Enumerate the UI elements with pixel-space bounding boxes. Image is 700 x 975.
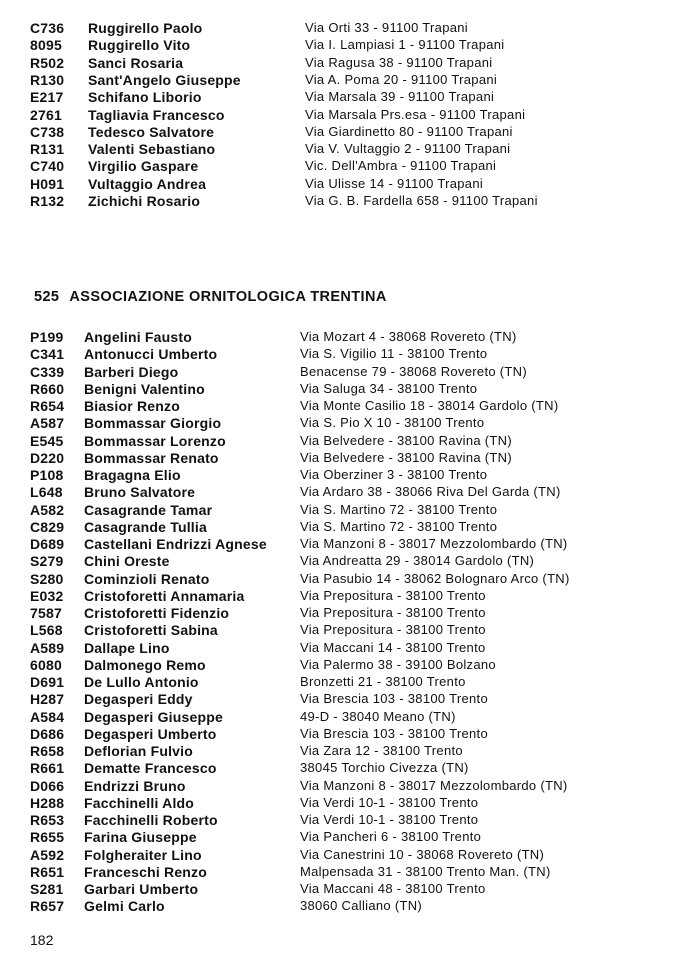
member-name: Casagrande Tamar <box>84 501 213 518</box>
member-address: Via Saluga 34 - 38100 Trento <box>300 380 478 396</box>
member-code: C339 <box>30 363 65 380</box>
member-address: Via Belvedere - 38100 Ravina (TN) <box>300 449 512 465</box>
member-row <box>0 536 700 553</box>
member-address: Via V. Vultaggio 2 - 91100 Trapani <box>305 141 511 157</box>
member-address: Via Maccani 14 - 38100 Trento <box>300 639 486 655</box>
member-name: Chini Oreste <box>84 553 170 570</box>
member-address: Via S. Vigilio 11 - 38100 Trento <box>300 346 488 362</box>
member-row <box>0 898 700 915</box>
member-name: Dematte Francesco <box>84 760 217 777</box>
member-name: Valenti Sebastiano <box>88 141 216 158</box>
member-code: R660 <box>30 380 65 397</box>
member-address: Bronzetti 21 - 38100 Trento <box>300 674 466 689</box>
member-address: Via S. Martino 72 - 38100 Trento <box>300 501 498 517</box>
member-code: R131 <box>30 141 65 158</box>
member-address: Via Giardinetto 80 - 91100 Trapani <box>305 123 513 139</box>
member-row <box>0 709 700 726</box>
member-row <box>0 588 700 605</box>
member-row <box>0 881 700 898</box>
member-code: S279 <box>30 553 64 570</box>
member-code: A582 <box>30 501 65 518</box>
member-row <box>0 605 700 622</box>
member-address: Via Manzoni 8 - 38017 Mezzolombardo (TN) <box>300 777 568 793</box>
member-row <box>0 124 700 141</box>
member-address: Via Prepositura - 38100 Trento <box>300 605 486 620</box>
member-name: Tedesco Salvatore <box>88 123 215 140</box>
member-row <box>0 622 700 639</box>
member-code: 8095 <box>30 37 62 54</box>
member-name: Bommassar Giorgio <box>84 415 222 432</box>
member-code: R651 <box>30 863 65 880</box>
member-name: Dallape Lino <box>84 639 170 656</box>
member-name: Angelini Fausto <box>84 329 192 345</box>
member-code: C736 <box>30 20 65 36</box>
member-row <box>0 398 700 415</box>
member-row <box>0 795 700 812</box>
member-name: Garbari Umberto <box>84 881 199 897</box>
member-address: Via Oberziner 3 - 38100 Trento <box>300 467 488 482</box>
member-name: Degasperi Giuseppe <box>84 708 223 725</box>
member-code: H091 <box>30 175 65 192</box>
member-name: Tagliavia Francesco <box>88 106 225 123</box>
member-row <box>0 20 700 37</box>
member-code: R654 <box>30 398 65 414</box>
member-address: Via Canestrini 10 - 38068 Rovereto (TN) <box>300 846 545 862</box>
member-code: R653 <box>30 812 65 828</box>
member-address: Vic. Dell'Ambra - 91100 Trapani <box>305 158 497 174</box>
member-name: Sanci Rosaria <box>88 54 184 71</box>
member-code: H288 <box>30 794 65 811</box>
member-code: E032 <box>30 587 64 604</box>
member-name: Barberi Diego <box>84 363 179 380</box>
member-address: Via Zara 12 - 38100 Trento <box>300 743 463 758</box>
member-name: Farina Giuseppe <box>84 829 197 846</box>
member-address: Via Ardaro 38 - 38066 Riva Del Garda (TN) <box>300 484 561 500</box>
member-name: Cristoforetti Fidenzio <box>84 605 230 621</box>
member-address: Via I. Lampiasi 1 - 91100 Trapani <box>305 37 505 53</box>
member-code: C738 <box>30 123 65 140</box>
member-name: Vultaggio Andrea <box>88 175 207 192</box>
member-code: A592 <box>30 846 65 863</box>
member-code: R658 <box>30 743 65 759</box>
member-name: Castellani Endrizzi Agnese <box>84 536 267 552</box>
member-address: Via Ragusa 38 - 91100 Trapani <box>305 54 493 70</box>
member-row <box>0 691 700 708</box>
member-name: Bragagna Elio <box>84 467 181 483</box>
member-code: D220 <box>30 449 65 466</box>
member-code: 2761 <box>30 106 62 123</box>
member-name: Degasperi Eddy <box>84 691 193 708</box>
member-address: Malpensada 31 - 38100 Trento Man. (TN) <box>300 863 551 879</box>
member-row <box>0 571 700 588</box>
member-name: Deflorian Fulvio <box>84 743 193 759</box>
member-name: Folgheraiter Lino <box>84 846 202 863</box>
member-name: Zichichi Rosario <box>88 193 201 209</box>
member-address: Via Pasubio 14 - 38062 Bolognaro Arco (TN) <box>300 570 570 586</box>
member-row <box>0 37 700 54</box>
member-name: Bommassar Renato <box>84 449 219 466</box>
member-name: Gelmi Carlo <box>84 898 165 915</box>
member-row <box>0 640 700 657</box>
member-code: E545 <box>30 432 64 449</box>
member-name: Virgilio Gaspare <box>88 158 199 175</box>
member-address: Via Brescia 103 - 38100 Trento <box>300 725 488 741</box>
member-row <box>0 107 700 124</box>
member-address: Via Verdi 10-1 - 38100 Trento <box>300 812 479 827</box>
member-row <box>0 364 700 381</box>
member-row <box>0 502 700 519</box>
section-title: ASSOCIAZIONE ORNITOLOGICA TRENTINA <box>69 289 387 305</box>
member-row <box>0 55 700 72</box>
member-code: L648 <box>30 484 63 501</box>
member-code: P108 <box>30 467 64 483</box>
member-row <box>0 812 700 829</box>
member-code: D691 <box>30 674 65 690</box>
member-address: Via S. Martino 72 - 38100 Trento <box>300 518 498 534</box>
member-address: Via Andreatta 29 - 38014 Gardolo (TN) <box>300 553 535 569</box>
member-address: Via Prepositura - 38100 Trento <box>300 622 486 638</box>
member-address: Via Belvedere - 38100 Ravina (TN) <box>300 432 512 448</box>
member-address: Via Orti 33 - 91100 Trapani <box>305 20 468 35</box>
page-number: 182 <box>30 932 54 948</box>
member-code: R655 <box>30 829 65 846</box>
member-row <box>0 847 700 864</box>
member-name: Facchinelli Aldo <box>84 794 195 811</box>
member-name: Facchinelli Roberto <box>84 812 218 828</box>
member-row <box>0 72 700 89</box>
member-address: Via Maccani 48 - 38100 Trento <box>300 881 486 896</box>
member-row <box>0 760 700 777</box>
member-row <box>0 450 700 467</box>
member-address: Via Palermo 38 - 39100 Bolzano <box>300 656 496 672</box>
member-name: Ruggirello Vito <box>88 37 191 54</box>
member-row <box>0 329 700 346</box>
member-row <box>0 519 700 536</box>
member-row <box>0 141 700 158</box>
section-number: 525 <box>34 289 60 305</box>
member-code: D689 <box>30 536 65 552</box>
member-name: Casagrande Tullia <box>84 518 207 535</box>
member-address: Via Brescia 103 - 38100 Trento <box>300 691 488 707</box>
member-address: Benacense 79 - 38068 Rovereto (TN) <box>300 363 527 379</box>
member-code: 7587 <box>30 605 62 621</box>
member-address: Via G. B. Fardella 658 - 91100 Trapani <box>305 193 538 208</box>
member-row <box>0 674 700 691</box>
member-code: S281 <box>30 881 64 897</box>
member-name: Antonucci Umberto <box>84 346 218 363</box>
member-name: Bommassar Lorenzo <box>84 432 226 449</box>
member-code: C740 <box>30 158 65 175</box>
member-row <box>0 193 700 210</box>
member-code: D066 <box>30 777 65 794</box>
member-row <box>0 864 700 881</box>
member-name: Sant'Angelo Giuseppe <box>88 71 241 88</box>
member-code: H287 <box>30 691 65 708</box>
member-address: Via Prepositura - 38100 Trento <box>300 587 486 603</box>
member-address: Via Ulisse 14 - 91100 Trapani <box>305 175 484 191</box>
member-address: 38060 Calliano (TN) <box>300 898 423 914</box>
member-address: Via A. Poma 20 - 91100 Trapani <box>305 71 498 87</box>
member-code: S280 <box>30 570 64 587</box>
member-address: Via Marsala 39 - 91100 Trapani <box>305 89 495 105</box>
member-code: R657 <box>30 898 65 915</box>
member-name: Schifano Liborio <box>88 89 202 106</box>
member-name: Cominzioli Renato <box>84 570 210 587</box>
member-name: Endrizzi Bruno <box>84 777 186 794</box>
member-name: Degasperi Umberto <box>84 725 217 742</box>
member-name: Dalmonego Remo <box>84 656 206 673</box>
member-code: C829 <box>30 518 65 535</box>
member-row <box>0 484 700 501</box>
member-name: Benigni Valentino <box>84 380 205 397</box>
member-name: Cristoforetti Sabina <box>84 622 218 639</box>
member-row <box>0 726 700 743</box>
member-address: Via Manzoni 8 - 38017 Mezzolombardo (TN) <box>300 536 568 551</box>
member-name: Ruggirello Paolo <box>88 20 203 36</box>
member-row <box>0 743 700 760</box>
member-address: Via Monte Casilio 18 - 38014 Gardolo (TN) <box>300 398 559 413</box>
member-address: Via Mozart 4 - 38068 Rovereto (TN) <box>300 329 517 344</box>
member-code: A589 <box>30 639 65 656</box>
member-row <box>0 346 700 363</box>
member-row <box>0 176 700 193</box>
member-row <box>0 433 700 450</box>
member-name: De Lullo Antonio <box>84 674 199 690</box>
member-row <box>0 657 700 674</box>
member-code: P199 <box>30 329 64 345</box>
member-address: 49-D - 38040 Meano (TN) <box>300 708 456 724</box>
member-code: A584 <box>30 708 65 725</box>
section-heading <box>34 289 387 305</box>
member-code: R132 <box>30 193 65 209</box>
member-row <box>0 381 700 398</box>
member-address: Via Verdi 10-1 - 38100 Trento <box>300 794 479 810</box>
member-code: L568 <box>30 622 63 639</box>
member-row <box>0 829 700 846</box>
member-row <box>0 467 700 484</box>
member-name: Biasior Renzo <box>84 398 180 414</box>
member-address: Via Marsala Prs.esa - 91100 Trapani <box>305 106 526 122</box>
member-code: C341 <box>30 346 65 363</box>
member-code: D686 <box>30 725 65 742</box>
member-address: Via S. Pio X 10 - 38100 Trento <box>300 415 485 431</box>
member-name: Cristoforetti Annamaria <box>84 587 245 604</box>
member-name: Franceschi Renzo <box>84 863 208 880</box>
member-code: R130 <box>30 71 65 88</box>
member-row <box>0 553 700 570</box>
member-row <box>0 158 700 175</box>
member-code: E217 <box>30 89 64 106</box>
member-row <box>0 778 700 795</box>
member-name: Bruno Salvatore <box>84 484 196 501</box>
member-code: A587 <box>30 415 65 432</box>
member-address: Via Pancheri 6 - 38100 Trento <box>300 829 482 845</box>
member-address: 38045 Torchio Civezza (TN) <box>300 760 469 776</box>
member-row <box>0 415 700 432</box>
member-code: R661 <box>30 760 65 777</box>
member-code: R502 <box>30 54 65 71</box>
member-row <box>0 89 700 106</box>
member-code: 6080 <box>30 656 62 673</box>
